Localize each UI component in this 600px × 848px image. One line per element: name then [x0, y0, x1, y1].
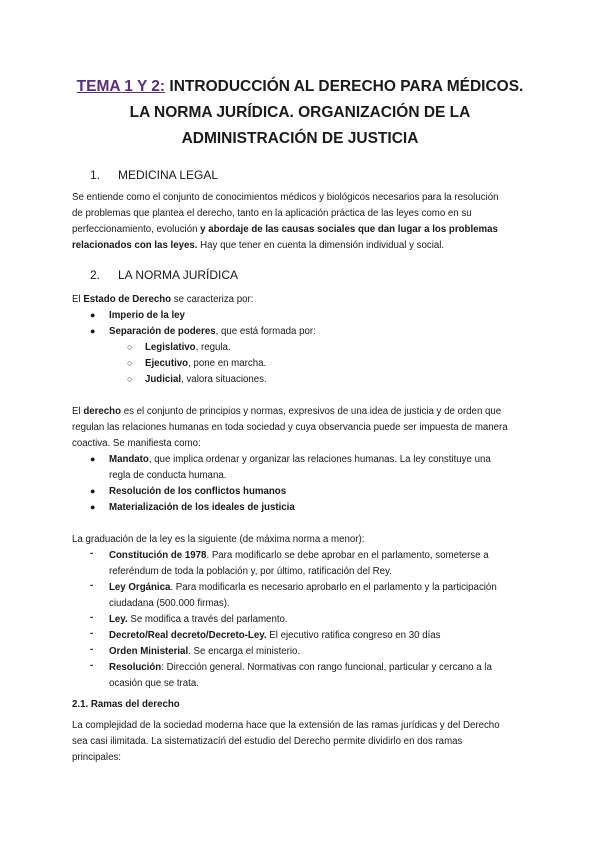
- list-item: [109, 580, 497, 612]
- list-item: [145, 372, 267, 388]
- bold-run: Separación de poderes: [109, 326, 216, 337]
- list-item: [109, 324, 316, 340]
- list-item: [109, 628, 441, 644]
- bold-run: Orden Ministerial: [109, 646, 189, 657]
- text-run: : Dirección general. Normativas con rango funcional, particular y cercano a la: [161, 662, 492, 673]
- list-item: [145, 356, 266, 372]
- bullet-icon: ●: [90, 310, 96, 320]
- text-run: referéndum de toda la población y, por último, ratificación del Rey.: [109, 566, 392, 577]
- text-run: ocasión que se trata.: [109, 678, 199, 689]
- list-item: Resolución de los conflictos humanos: [109, 486, 287, 497]
- list-item: Imperio de la ley: [109, 310, 185, 321]
- section-2-number: 2.: [90, 268, 101, 282]
- paragraph-line: regulan las relaciones humanas en toda sociedad y cuya observancia puede ser impuesta de manera: [72, 422, 508, 433]
- paragraph-line: [72, 404, 508, 420]
- dash-bullet: -: [90, 628, 94, 639]
- bold-run: Decreto/Real decreto/Decreto-Ley.: [109, 630, 267, 641]
- bold-run: Legislativo: [145, 342, 196, 353]
- list-item: [145, 340, 231, 356]
- section-1-title: MEDICINA LEGAL: [118, 168, 219, 182]
- bullet-icon: ●: [90, 486, 96, 496]
- text-run: ciudadana (500.000 firmas).: [109, 598, 230, 609]
- circle-bullet-icon: ○: [127, 358, 133, 368]
- list-item: [109, 660, 492, 692]
- section-2-title: LA NORMA JURÍDICA: [118, 268, 239, 282]
- text-run: El ejecutivo ratifica congreso en 30 días: [266, 630, 441, 641]
- paragraph-line: [72, 222, 499, 238]
- paragraph-line: de problemas que plantea el derecho, tanto en la aplicación práctica de las leyes como en su: [72, 208, 472, 219]
- title-line-2: LA NORMA JURÍDICA. ORGANIZACIÓN DE LA: [129, 104, 471, 121]
- bold-run: derecho: [83, 406, 121, 417]
- text-run: Hay que tener en cuenta la dimensión individual y social.: [197, 240, 445, 251]
- dash-bullet: -: [90, 660, 94, 671]
- section-1-paragraph: [72, 190, 499, 254]
- bold-run: Ley.: [109, 614, 128, 625]
- section-2-1-paragraph: [72, 718, 500, 766]
- page-title: [60, 74, 540, 152]
- paragraph-line: Se entiende como el conjunto de conocimientos médicos y biológicos necesarios para la resolución: [72, 192, 499, 203]
- bold-run: Estado de Derecho: [83, 294, 172, 305]
- paragraph-line: sea casi ilimitada. La sistematizacíń del estudio del Derecho permite dividirlo en dos ramas: [72, 736, 463, 747]
- dash-bullet: -: [90, 612, 94, 623]
- text-run: Se modifica a través del parlamento.: [127, 614, 288, 625]
- section-2-heading: [90, 268, 238, 282]
- text-run: regla de conducta humana.: [109, 470, 227, 481]
- list-item: [109, 452, 491, 484]
- bold-run: y abordaje de las causas sociales que dan lugar a los problemas: [200, 224, 498, 235]
- text-run: El: [72, 406, 84, 417]
- text-run: , pone en marcha.: [188, 358, 267, 369]
- list-item: Materialización de los ideales de justicia: [109, 502, 295, 513]
- circle-bullet-icon: ○: [127, 374, 133, 384]
- title-tag: TEMA 1 Y 2:: [76, 78, 166, 95]
- bold-run: Constitución de 1978: [109, 550, 207, 561]
- text-run: . Se encarga el ministerio.: [188, 646, 301, 657]
- paragraph-line: principales:: [72, 752, 122, 763]
- bold-run: Ejecutivo: [145, 358, 189, 369]
- text-run: . Para modificarlo se debe aprobar en el parlamento, someterse a: [206, 550, 489, 561]
- text-run: , que implica ordenar y organizar las relaciones humanas. La ley constituye una: [148, 454, 491, 465]
- estado-intro: [72, 292, 253, 308]
- section-2-1-heading: 2.1. Ramas del derecho: [72, 699, 180, 710]
- text-run: perfeccionamiento, evolución: [72, 224, 201, 235]
- text-run: El: [72, 294, 84, 305]
- paragraph-line: coactiva. Se manifiesta como:: [72, 438, 201, 449]
- dash-bullet: -: [90, 580, 94, 591]
- bullet-icon: ●: [90, 454, 96, 464]
- list-item: [109, 644, 300, 660]
- bold-run: Resolución: [109, 662, 162, 673]
- derecho-paragraph: [72, 404, 508, 452]
- title-line-1: INTRODUCCIÓN AL DERECHO PARA MÉDICOS.: [169, 78, 524, 95]
- text-run: , regula.: [195, 342, 231, 353]
- text-run: , valora situaciones.: [181, 374, 267, 385]
- dash-bullet: -: [90, 548, 94, 559]
- bullet-icon: ●: [90, 502, 96, 512]
- text-run: . Para modificarla es necesario aprobarlo en el parlamento y la participación: [170, 582, 497, 593]
- circle-bullet-icon: ○: [127, 342, 133, 352]
- bold-run: Judicial: [145, 374, 182, 385]
- title-line-3: ADMINISTRACIÓN DE JUSTICIA: [181, 130, 419, 147]
- text-run: , que está formada por:: [215, 326, 316, 337]
- bold-run: relacionados con las leyes.: [72, 240, 198, 251]
- dash-bullet: -: [90, 644, 94, 655]
- list-item: [109, 548, 489, 580]
- text-run: se caracteriza por:: [171, 294, 254, 305]
- text-run: es el conjunto de principios y normas, expresivos de una idea de justicia y de orden que: [121, 406, 502, 417]
- section-1-heading: [90, 168, 218, 182]
- graduacion-intro: La graduación de la ley es la siguiente (de máxima norma a menor):: [72, 534, 365, 545]
- bullet-icon: ●: [90, 326, 96, 336]
- paragraph-line: [72, 238, 499, 254]
- bold-run: Ley Orgánica: [109, 582, 171, 593]
- paragraph-line: La complejidad de la sociedad moderna hace que la extensión de las ramas jurídicas y del Derecho: [72, 720, 500, 731]
- bold-run: Mandato: [109, 454, 149, 465]
- list-item: [109, 612, 288, 628]
- section-1-number: 1.: [90, 168, 101, 182]
